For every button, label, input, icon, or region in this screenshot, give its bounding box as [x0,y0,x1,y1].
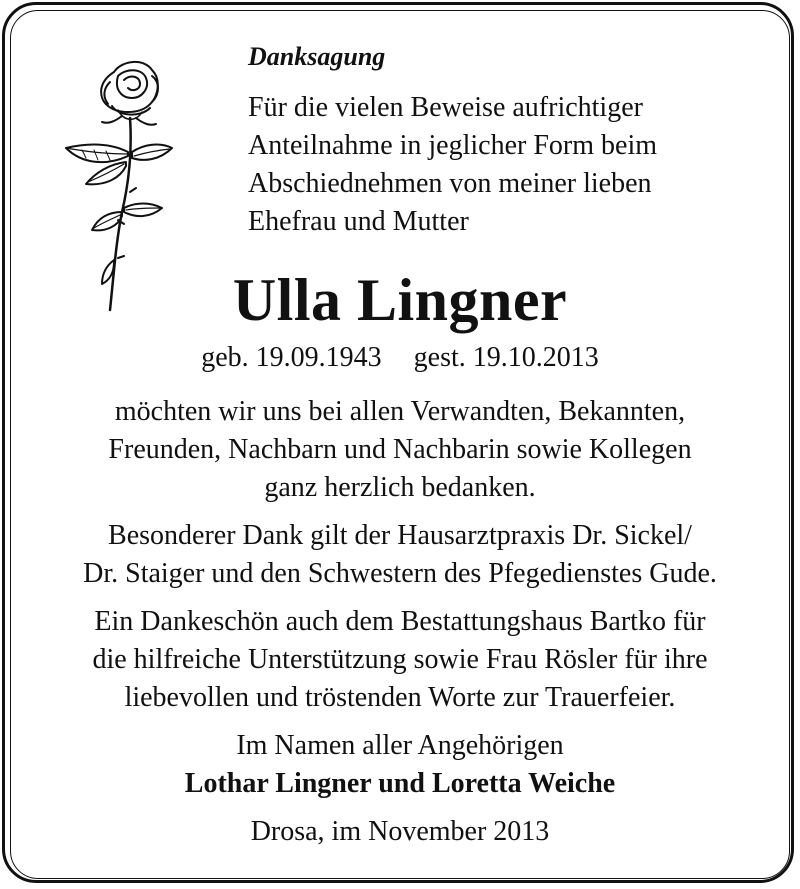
intro-line: Ehefrau und Mutter [248,206,469,237]
life-dates [0,342,800,374]
thanks-line: Freunden, Nachbarn und Nachbarin sowie Kollegen [108,434,692,465]
deceased-name: Ulla Lingner [232,267,568,333]
thanks-line: möchten wir uns bei allen Verwandten, Bekannten, [114,396,686,427]
special-thanks-line: Besonderer Dank gilt der Hausarztpraxis Dr. Sickel/ [108,520,692,551]
place-date: Drosa, im November 2013 [250,816,550,847]
signatories: Lothar Lingner und Loretta Weiche [184,768,616,799]
on-behalf: Im Namen aller Angehörigen [236,730,564,761]
thanks-line: ganz herzlich bedanken. [264,472,536,503]
intro-line: Abschiednehmen von meiner lieben [248,168,652,199]
heading: Danksagung [248,42,386,71]
funeral-thanks-line: Ein Dankeschön auch dem Bestattungshaus Bartko für [94,606,706,637]
special-thanks-line: Dr. Staiger und den Schwestern des Pfegedienstes Gude. [83,558,717,589]
funeral-thanks-line: die hilfreiche Unterstützung sowie Frau Rösler für ihre [92,644,708,675]
funeral-thanks-line: liebevollen und tröstenden Worte zur Trauerfeier. [124,682,676,713]
death-date: gest. 19.10.2013 [413,342,599,373]
intro-line: Für die vielen Beweise aufrichtiger [248,92,643,123]
birth-date: geb. 19.09.1943 [201,342,382,373]
intro-line: Anteilnahme in jeglicher Form beim [248,130,658,161]
